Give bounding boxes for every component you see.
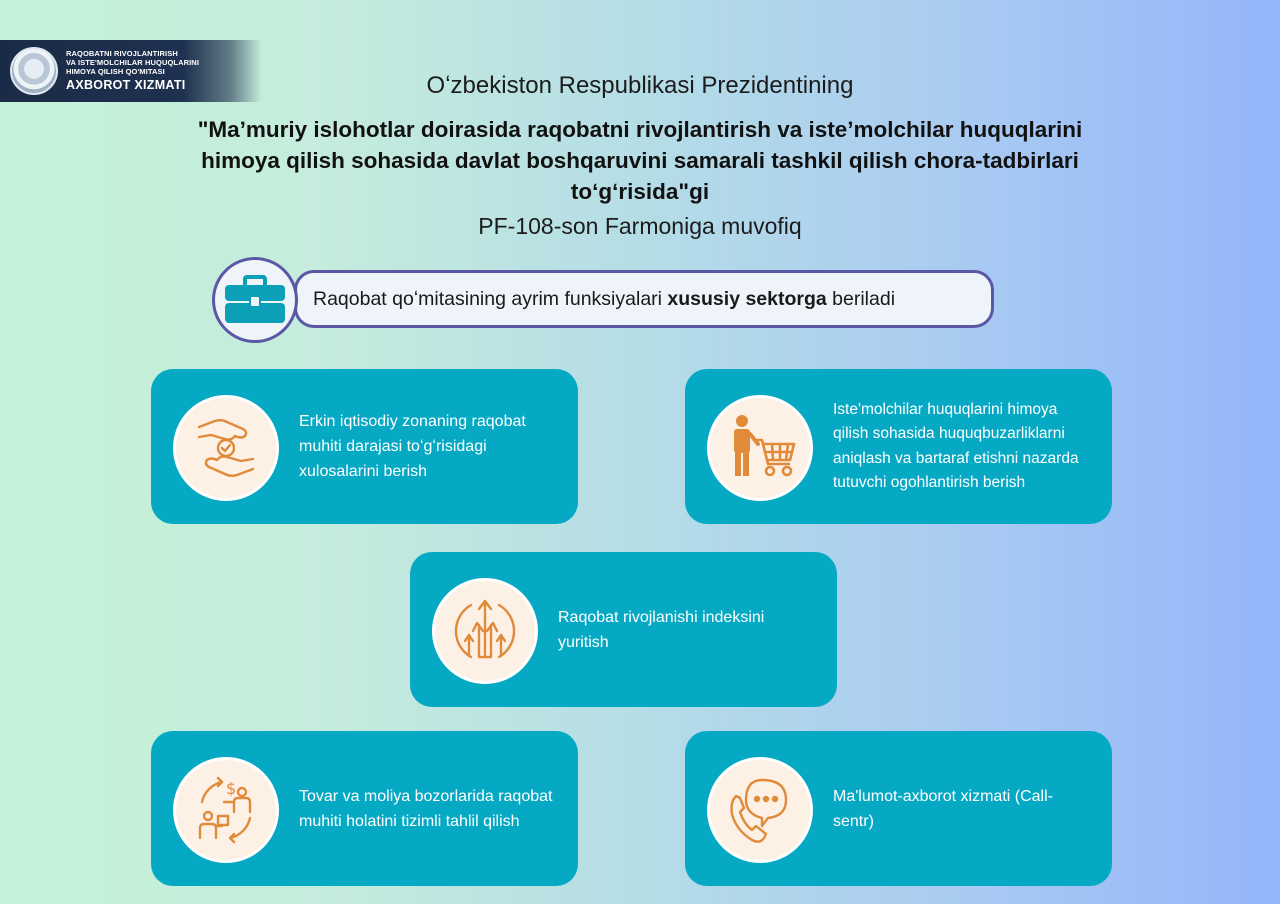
card-2-text: Iste'molchilar huquqlarini himoya qilish sohasida huquqbuzarliklarni aniqlash va bartaraf etishni nazarda tutuvchi ogohlantirish berish bbox=[833, 400, 1079, 491]
function-card-5 bbox=[685, 731, 1112, 886]
banner-text-after: beriladi bbox=[826, 287, 896, 310]
hands-check-icon bbox=[173, 395, 279, 501]
call-center-icon bbox=[707, 757, 813, 863]
card-3-text: Raqobat rivojlanishi indeksini yuritish bbox=[558, 608, 765, 651]
header-line-3: PF-108-son Farmoniga muvofiq bbox=[478, 213, 802, 239]
logo-line-1: RAQOBATNI RIVOJLANTIRISH bbox=[66, 49, 178, 58]
banner-text-bold: xususiy sektorga bbox=[667, 287, 827, 310]
page-title: "Maʼmuriy islohotlar doirasida raqobatni rivojlantirish va isteʼmolchilar huquqlarini himoya qilish sohasida davlat boshqaruvini samarali tashkil qilish chora-tadbirlari toʻgʻrisida"gi bbox=[197, 117, 1083, 204]
info-banner bbox=[294, 270, 994, 328]
logo-line-2: VA ISTE'MOLCHILAR HUQUQLARINI bbox=[66, 58, 200, 67]
card-1-text: Erkin iqtisodiy zonaning raqobat muhiti darajasi toʻgʻrisidagi xulosalarini berish bbox=[299, 413, 526, 480]
growth-arrows-icon bbox=[432, 578, 538, 684]
function-card-4 bbox=[151, 731, 578, 886]
briefcase-icon bbox=[212, 257, 298, 343]
card-4-text: Tovar va moliya bozorlarida raqobat muhiti holatini tizimli tahlil qilish bbox=[299, 787, 553, 830]
card-5-text: Ma'lumot-axborot xizmati (Call-sentr) bbox=[833, 787, 1053, 830]
function-card-1 bbox=[151, 369, 578, 524]
function-card-2 bbox=[685, 369, 1112, 524]
shopping-cart-person-icon bbox=[707, 395, 813, 501]
logo-line-3: HIMOYA QILISH QO'MITASI bbox=[66, 67, 165, 76]
banner-text-before: Raqobat qoʻmitasining ayrim funksiyalari bbox=[313, 287, 668, 310]
svg-text:$: $ bbox=[226, 779, 237, 798]
header-line-1: Oʻzbekiston Respublikasi Prezidentining bbox=[426, 72, 854, 99]
market-exchange-icon bbox=[173, 757, 279, 863]
function-card-3 bbox=[410, 552, 837, 707]
logo-line-4: AXBOROT XIZMATI bbox=[66, 78, 186, 92]
